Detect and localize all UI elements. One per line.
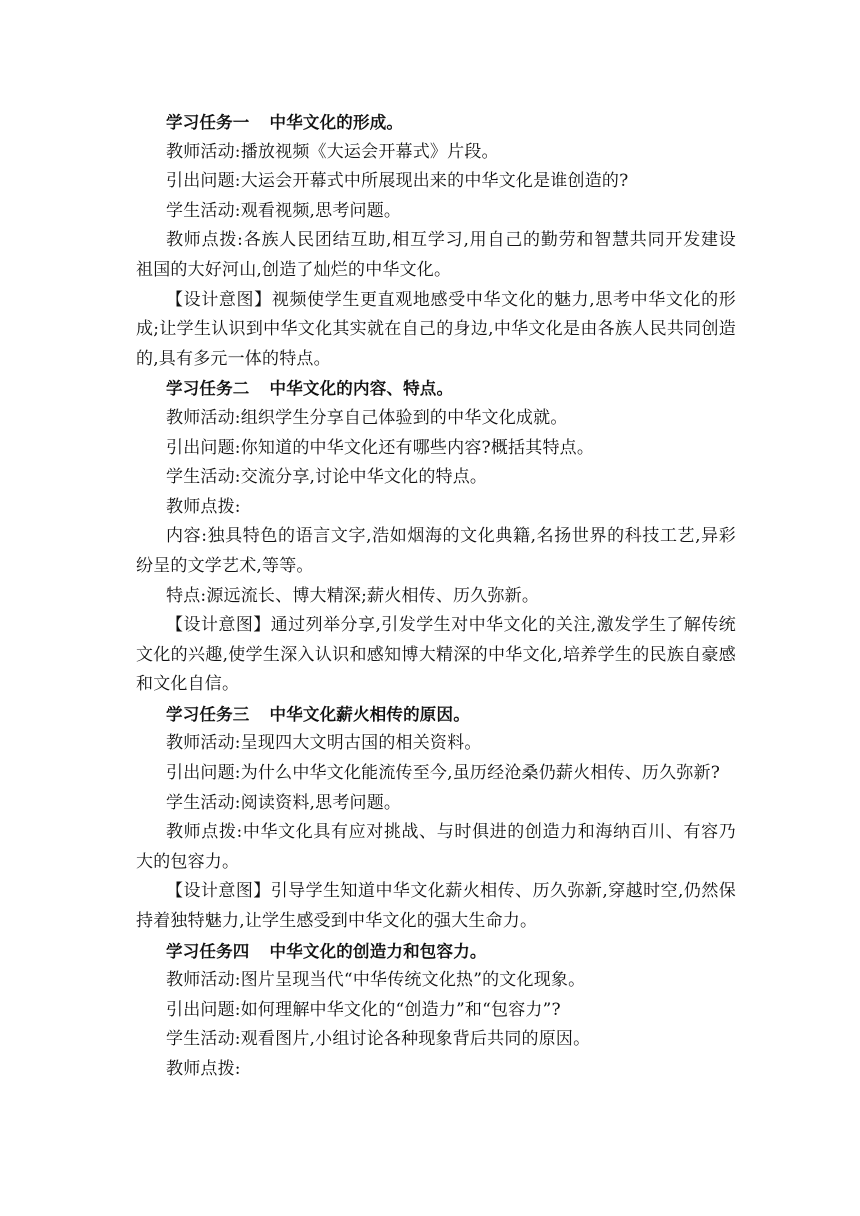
paragraph-line: 引出问题:你知道的中华文化还有哪些内容?概括其特点。: [166, 437, 595, 458]
paragraph-line: 引出问题:大运会开幕式中所展现出来的中华文化是谁创造的?: [166, 171, 629, 192]
paragraph-line: 教师点拨:中华文化具有应对挑战、与时俱进的创造力和海纳百川、有容乃: [166, 822, 736, 843]
design-intent-line: 的,具有多元一体的特点。: [136, 348, 331, 369]
design-intent-line: 【设计意图】视频使学生更直观地感受中华文化的魅力,思考中华文化的形: [166, 289, 736, 310]
task-label: 学习任务一: [166, 113, 250, 132]
design-intent-line: 【设计意图】引导学生知道中华文化薪火相传、历久弥新,穿越时空,仍然保: [166, 881, 736, 902]
paragraph-line: 大的包容力。: [136, 851, 240, 872]
paragraph-line: 教师点拨:: [166, 496, 241, 517]
design-intent-line: 【设计意图】通过列举分享,引发学生对中华文化的关注,激发学生了解传统: [166, 615, 736, 636]
task-title: 中华文化薪火相传的原因。: [269, 704, 470, 724]
paragraph-line: 教师活动:图片呈现当代“中华传统文化热”的文化现象。: [166, 970, 586, 991]
document-page: [136, 108, 736, 1085]
task-label: 学习任务三: [166, 704, 250, 724]
paragraph-line: 引出问题:如何理解中华文化的“创造力”和“包容力”?: [166, 999, 561, 1020]
design-intent-line: 和文化自信。: [136, 674, 240, 695]
paragraph-line: 教师活动:播放视频《大运会开幕式》片段。: [166, 141, 499, 162]
paragraph-line: 学生活动:观看视频,思考问题。: [166, 200, 402, 221]
task-heading: [136, 108, 736, 138]
paragraph-line: 纷呈的文学艺术,等等。: [136, 555, 314, 576]
task-title: 中华文化的内容、特点。: [269, 379, 454, 399]
task-heading: [136, 700, 736, 730]
task-title: 中华文化的创造力和包容力。: [269, 941, 487, 961]
paragraph-line: 学生活动:交流分享,讨论中华文化的特点。: [166, 467, 488, 488]
paragraph-line: 教师活动:组织学生分享自己体验到的中华文化成就。: [166, 407, 568, 428]
paragraph-line: 引出问题:为什么中华文化能流传至今,虽历经沧桑仍薪火相传、历久弥新?: [166, 763, 721, 784]
task-heading: [136, 937, 736, 967]
paragraph-line: 内容:独具特色的语言文字,浩如烟海的文化典籍,名扬世界的科技工艺,异彩: [166, 526, 736, 547]
design-intent-line: 文化的兴趣,使学生深入认识和感知博大精深的中华文化,培养学生的民族自豪感: [136, 644, 736, 665]
task-label: 学习任务二: [166, 379, 250, 399]
design-intent-line: 成;让学生认识到中华文化其实就在自己的身边,中华文化是由各族人民共同创造: [136, 319, 736, 340]
paragraph-line: 教师点拨:: [166, 1059, 241, 1079]
paragraph-line: 学生活动:观看图片,小组讨论各种现象背后共同的原因。: [166, 1029, 591, 1050]
design-intent-line: 持着独特魅力,让学生感受到中华文化的强大生命力。: [136, 911, 538, 932]
paragraph-line: 教师活动:呈现四大文明古国的相关资料。: [166, 733, 482, 754]
paragraph-line: 学生活动:阅读资料,思考问题。: [166, 792, 402, 813]
paragraph-line: 教师点拨:各族人民团结互助,相互学习,用自己的勤劳和智慧共同开发建设: [166, 230, 736, 251]
task-heading: [136, 374, 736, 404]
task-title: 中华文化的形成。: [269, 113, 404, 132]
task-label: 学习任务四: [166, 941, 250, 961]
paragraph-line: 祖国的大好河山,创造了灿烂的中华文化。: [136, 259, 452, 280]
paragraph-line: 特点:源远流长、博大精深;薪火相传、历久弥新。: [166, 585, 540, 606]
